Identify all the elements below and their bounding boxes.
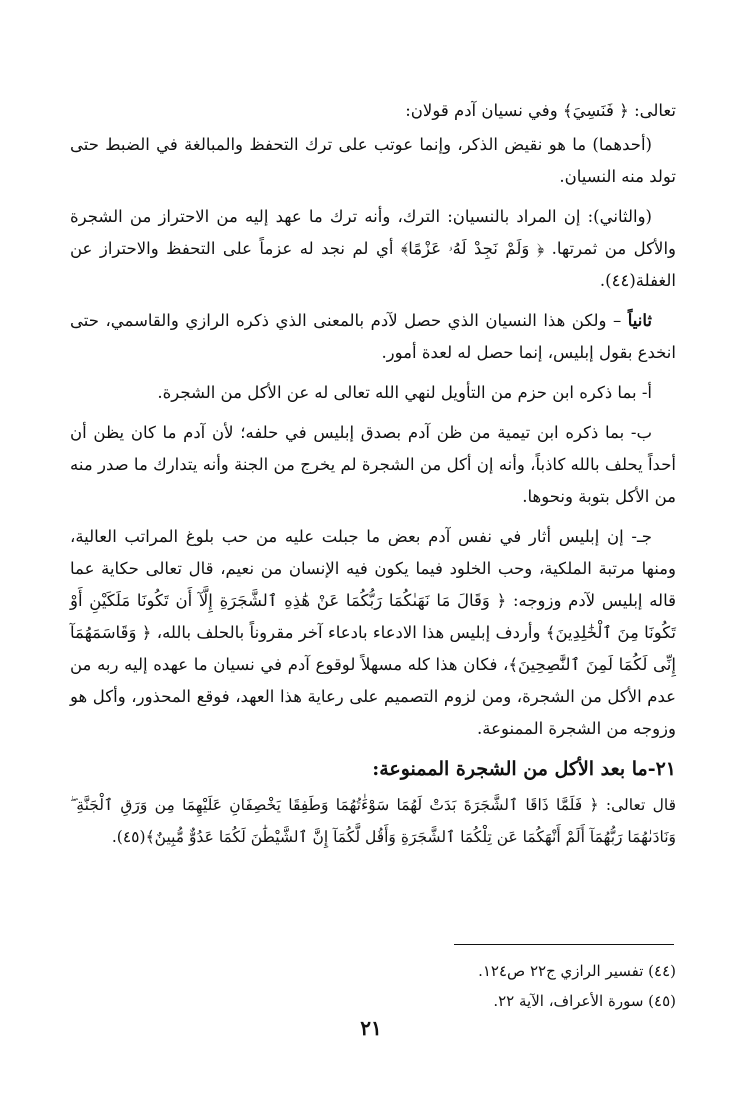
verse-quote: قال تعالى: ﴿ فَلَمَّا ذَاقَا ٱلشَّجَرَةَ بَدَتْ لَهُمَا سَوْءَٰتُهُمَا وَطَفِقَا يَخْصِفَانِ عَلَيْهِمَا مِن وَرَقِ ٱلْجَنَّةِ ۖ وَنَادَىٰهُمَا رَبُّهُمَآ أَلَمْ أَنْهَكُمَا عَن تِلْكُمَا ٱلشَّجَرَةِ وَأَقُل لَّكُمَآ إِنَّ ٱلشَّيْطَٰنَ لَكُمَا عَدُوٌّ مُّبِينٌ﴾(٤٥).	[70, 796, 676, 846]
paragraph-second-opinion: (والثاني): إن المراد بالنسيان: الترك، وأنه ترك ما عهد إليه من الاحتراز من الشجرة والأكل من ثمرتها. ﴿ وَلَمْ نَجِدْ لَهُۥ عَزْمًا﴾ أي لم نجد له عزماً على التحفظ والاحتراز عن الغفلة(٤٤).	[70, 207, 676, 290]
footnote-divider	[454, 944, 674, 945]
paragraph-secondly: ثانياً – ولكن هذا النسيان الذي حصل لآدم بالمعنى الذي ذكره الرازي والقاسمي، حتى انخدع بقول إبليس، إنما حصل له لعدة أمور.	[70, 311, 676, 362]
paragraph-point-a: أ- بما ذكره ابن حزم من التأويل لنهي الله تعالى له عن الأكل من الشجرة.	[157, 383, 652, 402]
paragraph-point-b: ب- بما ذكره ابن تيمية من ظن آدم بصدق إبليس في حلفه؛ لأن آدم ما كان يظن أن أحداً يحلف بالله كاذباً، وأنه إن أكل من الشجرة لم يخرج من الجنة وأنه يتدارك ما صدر منه من الأكل بتوبة ونحوها.	[70, 423, 676, 506]
footnote-44: (٤٤) تفسير الرازي ج٢٢ ص١٢٤.	[478, 962, 676, 980]
page-number: ٢١	[360, 1016, 382, 1040]
secondly-lead-word: ثانياً	[627, 311, 652, 330]
footnote-45: (٤٥) سورة الأعراف، الآية ٢٢.	[493, 992, 676, 1010]
paragraph-point-c: جـ- إن إبليس أثار في نفس آدم بعض ما جبلت عليه من حب بلوغ المراتب العالية، ومنها مرتبة الملكية، وحب الخلود فيما يكون فيه الإنسان من نعيم، قال تعالى حكاية عما قاله إبليس لآدم وزوجه: ﴿ وَقَالَ مَا نَهَىٰكُمَا رَبُّكُمَا عَنْ هَٰذِهِ ٱلشَّجَرَةِ إِلَّآ أَن تَكُونَا مَلَكَيْنِ أَوْ تَكُونَا مِنَ ٱلْخَٰلِدِينَ﴾ وأردف إبليس هذا الادعاء بادعاء آخر مقروناً بالحلف بالله، ﴿ وَقَاسَمَهُمَآ إِنِّى لَكُمَا لَمِنَ ٱلنَّٰصِحِينَ﴾، فكان هذا كله مسهلاً لوقوع آدم في نسيان ما عهده إليه ربه من عدم الأكل من الشجرة، ومن لزوم التصميم على رعاية هذا العهد، فوقع المحذور، وأكل هو وزوجه من الشجرة الممنوعة.	[70, 527, 676, 738]
footnotes	[70, 956, 676, 1016]
section-heading: ٢١-ما بعد الأكل من الشجرة الممنوعة:	[372, 758, 676, 780]
paragraph-first-opinion: (أحدهما) ما هو نقيض الذكر، وإنما عوتب على ترك التحفظ والمبالغة في الضبط حتى تولد منه النسيان.	[70, 135, 676, 186]
paragraph-intro: تعالى: ﴿ فَنَسِيَ﴾ وفي نسيان آدم قولان:	[405, 101, 676, 120]
page-body	[70, 95, 676, 853]
